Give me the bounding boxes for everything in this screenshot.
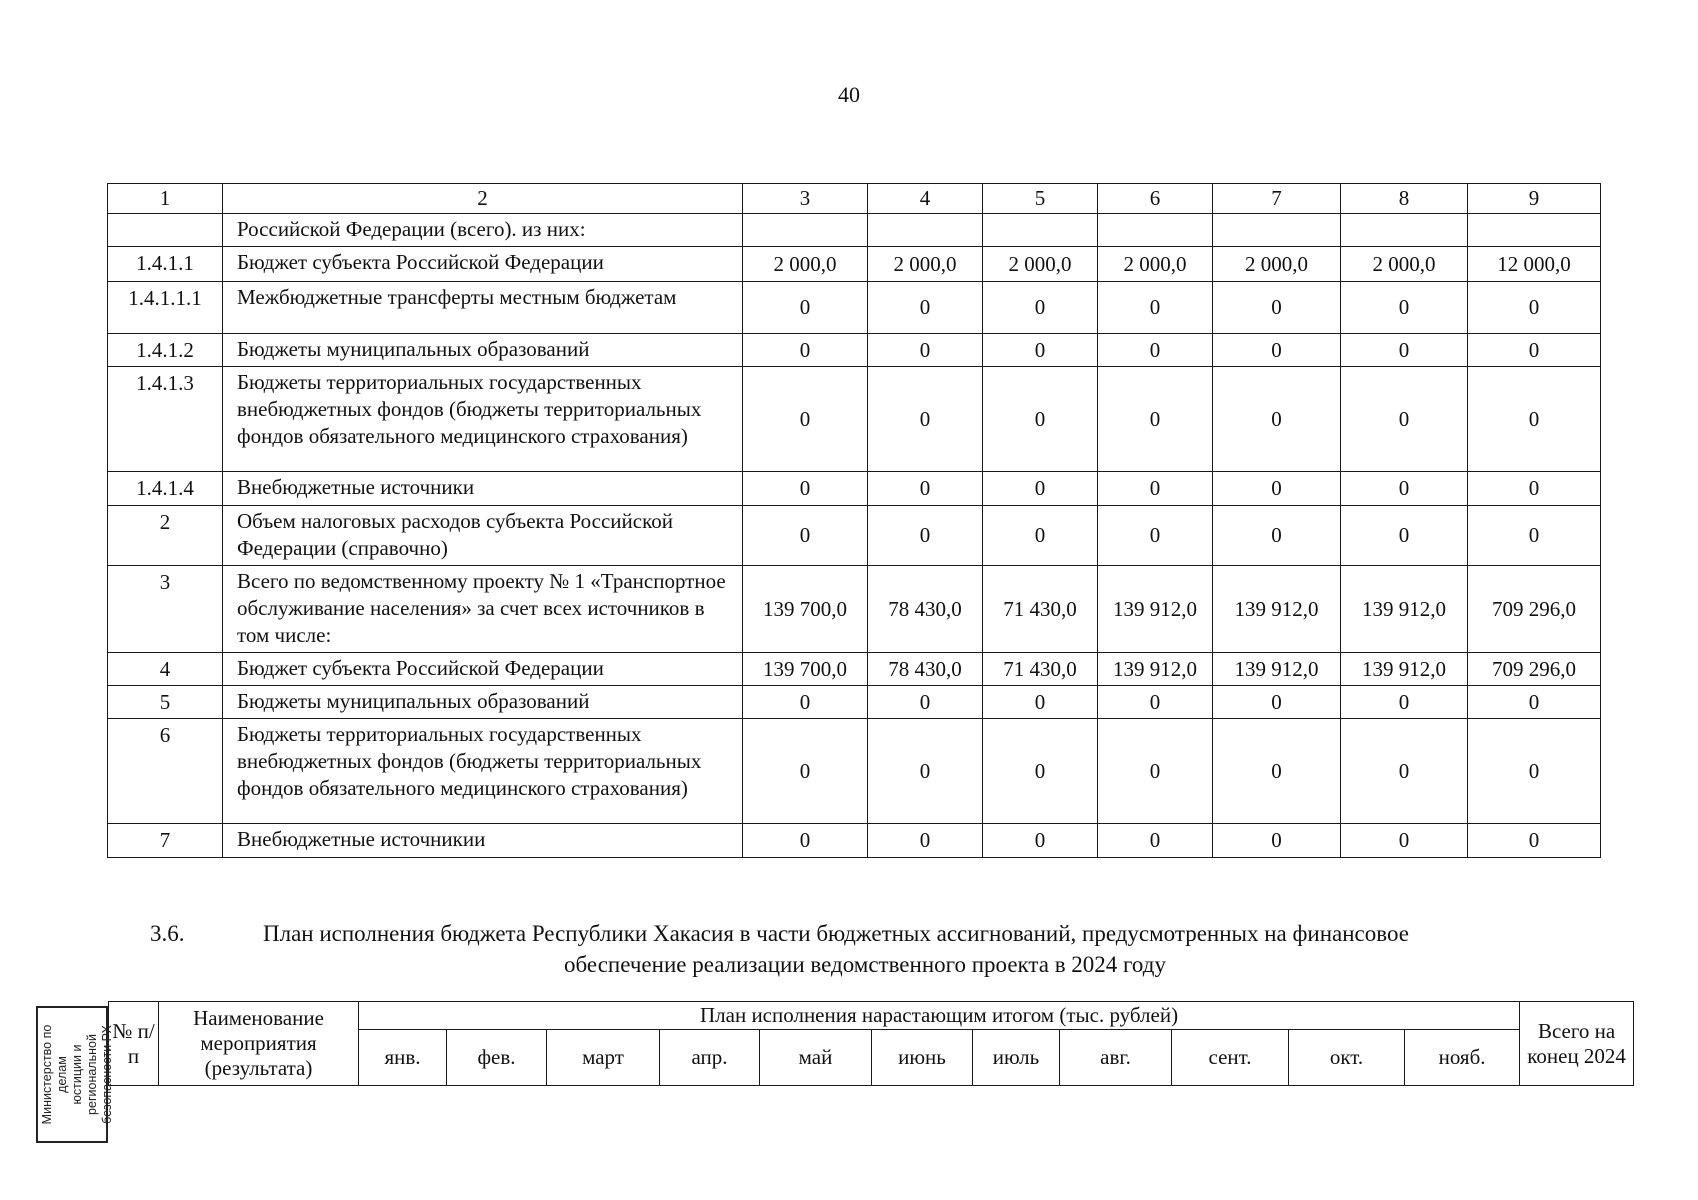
month-header: май (760, 1030, 872, 1086)
row-value: 0 (868, 334, 983, 367)
row-value: 0 (868, 506, 983, 566)
month-header: нояб. (1405, 1030, 1520, 1086)
row-number: 7 (108, 824, 223, 858)
month-header: окт. (1289, 1030, 1405, 1086)
row-value: 78 430,0 (868, 653, 983, 686)
row-value: 71 430,0 (983, 566, 1098, 653)
row-name: Бюджет субъекта Российской Федерации (223, 653, 743, 686)
row-name: Российской Федерации (всего). из них: (223, 214, 743, 247)
row-value: 0 (1213, 719, 1341, 824)
row-value: 0 (1098, 824, 1213, 858)
row-name: Бюджеты муниципальных образований (223, 334, 743, 367)
row-value: 139 912,0 (1098, 566, 1213, 653)
row-number: 1.4.1.2 (108, 334, 223, 367)
row-value: 0 (1098, 282, 1213, 334)
column-header: 2 (223, 184, 743, 214)
row-value (1213, 214, 1341, 247)
row-value: 139 912,0 (1341, 566, 1468, 653)
row-value: 0 (983, 472, 1098, 506)
row-value: 0 (1213, 824, 1341, 858)
stamp-line-2: юстиции и региональной (70, 1034, 99, 1115)
row-name: Бюджеты муниципальных образований (223, 686, 743, 719)
row-name: Объем налоговых расходов субъекта Российской Федерации (справочно) (223, 506, 743, 566)
table-row (108, 472, 1601, 506)
row-value: 0 (743, 334, 868, 367)
row-value: 2 000,0 (983, 247, 1098, 282)
row-value: 139 700,0 (743, 653, 868, 686)
row-value: 0 (983, 367, 1098, 472)
row-value: 0 (743, 282, 868, 334)
row-value: 0 (1341, 686, 1468, 719)
row-value: 0 (1098, 506, 1213, 566)
row-value: 0 (1213, 282, 1341, 334)
row-value: 0 (1468, 472, 1601, 506)
row-value (1468, 214, 1601, 247)
row-number: 3 (108, 566, 223, 653)
row-value: 0 (1468, 367, 1601, 472)
row-value: 0 (868, 472, 983, 506)
row-value: 0 (983, 282, 1098, 334)
row-value: 0 (1213, 472, 1341, 506)
column-header: 6 (1098, 184, 1213, 214)
row-value: 0 (743, 719, 868, 824)
table-row (108, 824, 1601, 858)
row-value: 0 (868, 824, 983, 858)
row-value: 0 (1098, 719, 1213, 824)
row-value (1098, 214, 1213, 247)
row-value: 0 (1098, 472, 1213, 506)
row-number: 1.4.1.3 (108, 367, 223, 472)
row-number: 1.4.1.4 (108, 472, 223, 506)
month-header: июнь (872, 1030, 973, 1086)
budget-table (107, 183, 1601, 858)
table-row (108, 367, 1601, 472)
row-value: 0 (868, 367, 983, 472)
section-title-line-2: обеспечение реализации ведомственного проекта в 2024 году (564, 952, 1166, 977)
row-name: Бюджет субъекта Российской Федерации (223, 247, 743, 282)
column-header: 4 (868, 184, 983, 214)
row-value: 0 (1213, 506, 1341, 566)
row-value: 0 (1341, 472, 1468, 506)
table-row (108, 334, 1601, 367)
row-value (1341, 214, 1468, 247)
table-row (108, 214, 1601, 247)
row-value: 0 (1341, 824, 1468, 858)
row-value: 2 000,0 (1341, 247, 1468, 282)
row-value: 0 (983, 334, 1098, 367)
column-header: 8 (1341, 184, 1468, 214)
row-value: 0 (983, 824, 1098, 858)
month-header: сент. (1172, 1030, 1289, 1086)
month-header: апр. (660, 1030, 760, 1086)
row-value: 12 000,0 (1468, 247, 1601, 282)
month-header: июль (973, 1030, 1060, 1086)
column-header: 7 (1213, 184, 1341, 214)
column-header: 9 (1468, 184, 1601, 214)
table-row (108, 282, 1601, 334)
row-value: 0 (868, 686, 983, 719)
table-row (108, 653, 1601, 686)
section-title-line-1: План исполнения бюджета Республики Хакасия в части бюджетных ассигнований, предусмотренных на финансовое (263, 921, 1409, 946)
stamp-line-1: Министерство по делам (40, 1024, 69, 1125)
row-value: 0 (1468, 282, 1601, 334)
row-value: 0 (743, 506, 868, 566)
row-value: 0 (1341, 506, 1468, 566)
month-header: янв. (359, 1030, 447, 1086)
row-number: 1.4.1.1.1 (108, 282, 223, 334)
row-name: Бюджеты территориальных государственных внебюджетных фондов (бюджеты территориальных фондов обязательного медицинского страхования) (223, 367, 743, 472)
row-value: 2 000,0 (1098, 247, 1213, 282)
row-value: 0 (743, 472, 868, 506)
row-value: 0 (1098, 367, 1213, 472)
row-value: 709 296,0 (1468, 653, 1601, 686)
section-number: 3.6. (150, 921, 185, 946)
column-header: 5 (983, 184, 1098, 214)
row-value (983, 214, 1098, 247)
table-row (108, 719, 1601, 824)
row-value: 0 (983, 719, 1098, 824)
row-value: 0 (1468, 719, 1601, 824)
row-value: 0 (868, 719, 983, 824)
row-value: 78 430,0 (868, 566, 983, 653)
column-header: 1 (108, 184, 223, 214)
execution-plan-table (108, 1001, 1634, 1086)
table-row (108, 506, 1601, 566)
month-header: фев. (447, 1030, 547, 1086)
row-value: 0 (743, 686, 868, 719)
row-value: 0 (743, 367, 868, 472)
row-value: 139 912,0 (1098, 653, 1213, 686)
row-name: Внебюджетные источники (223, 472, 743, 506)
row-value: 2 000,0 (743, 247, 868, 282)
row-value: 139 912,0 (1341, 653, 1468, 686)
row-value: 2 000,0 (1213, 247, 1341, 282)
row-value: 0 (1213, 334, 1341, 367)
table-header-row (108, 184, 1601, 214)
row-value: 0 (1341, 367, 1468, 472)
row-name: Внебюджетные источникии (223, 824, 743, 858)
page-number: 40 (838, 82, 860, 107)
row-value: 139 912,0 (1213, 653, 1341, 686)
row-value: 0 (1213, 686, 1341, 719)
month-header: авг. (1060, 1030, 1172, 1086)
row-value: 0 (1468, 334, 1601, 367)
row-number: 4 (108, 653, 223, 686)
row-value: 0 (1341, 282, 1468, 334)
row-value (868, 214, 983, 247)
row-name: Бюджеты территориальных государственных внебюджетных фондов (бюджеты территориальных фондов обязательного медицинского страхования) (223, 719, 743, 824)
row-value (743, 214, 868, 247)
plan-header-name: Наименование мероприятия (результата) (159, 1002, 359, 1086)
table-row (108, 686, 1601, 719)
stamp-line-3: безопасности РХ (100, 1025, 114, 1124)
row-number: 6 (108, 719, 223, 824)
row-name: Межбюджетные трансферты местным бюджетам (223, 282, 743, 334)
month-header: март (547, 1030, 660, 1086)
row-value: 0 (1468, 506, 1601, 566)
row-number: 5 (108, 686, 223, 719)
table-row (108, 247, 1601, 282)
row-value: 139 912,0 (1213, 566, 1341, 653)
row-value: 0 (1213, 367, 1341, 472)
row-name: Всего по ведомственному проекту № 1 «Транспортное обслуживание населения» за счет всех источников в том числе: (223, 566, 743, 653)
row-value: 139 700,0 (743, 566, 868, 653)
row-value: 709 296,0 (1468, 566, 1601, 653)
plan-header-plan: План исполнения нарастающим итогом (тыс. рублей) (359, 1002, 1520, 1030)
row-value: 0 (743, 824, 868, 858)
row-value: 0 (983, 506, 1098, 566)
column-header: 3 (743, 184, 868, 214)
row-value: 0 (1341, 334, 1468, 367)
row-value: 0 (868, 282, 983, 334)
plan-header-total: Всего на конец 2024 (1520, 1002, 1634, 1086)
row-value: 71 430,0 (983, 653, 1098, 686)
row-number: 2 (108, 506, 223, 566)
row-value: 0 (1341, 719, 1468, 824)
ministry-stamp (36, 1006, 114, 1143)
row-value: 0 (1098, 334, 1213, 367)
row-value: 0 (1468, 686, 1601, 719)
row-value: 0 (1098, 686, 1213, 719)
table-row (108, 566, 1601, 653)
plan-header-number: № п/п (109, 1002, 159, 1086)
row-value: 0 (1468, 824, 1601, 858)
row-number: 1.4.1.1 (108, 247, 223, 282)
row-value: 2 000,0 (868, 247, 983, 282)
row-number (108, 214, 223, 247)
row-value: 0 (983, 686, 1098, 719)
